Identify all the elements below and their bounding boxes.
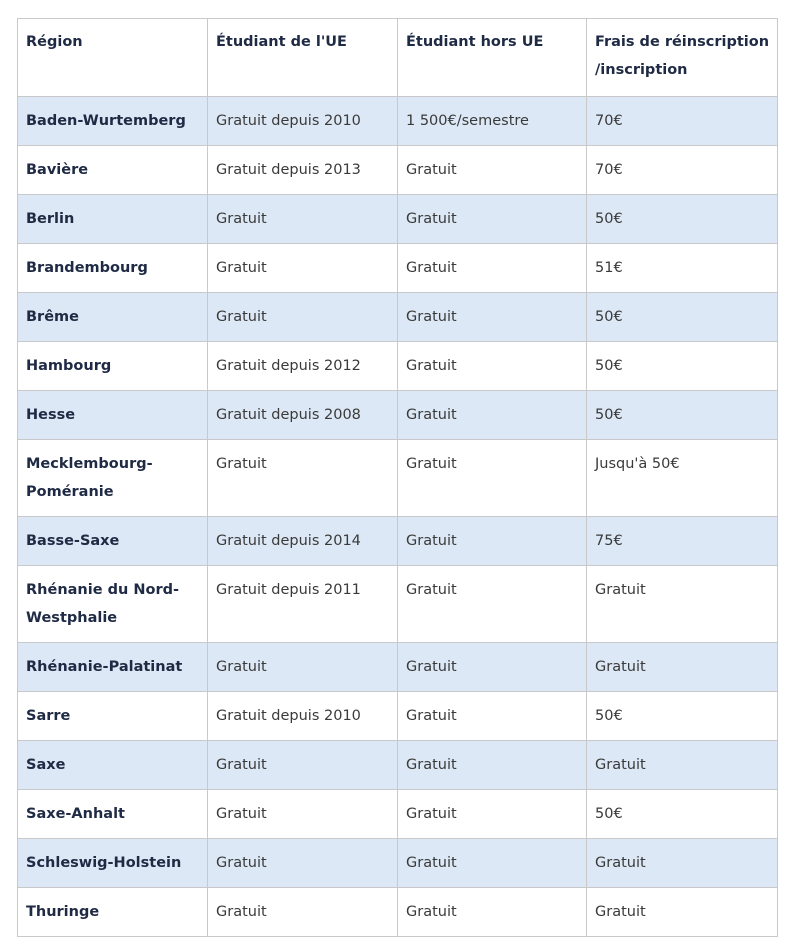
table-row bbox=[18, 517, 778, 566]
cell-eu-student: Gratuit bbox=[208, 839, 398, 888]
cell-non-eu-student: Gratuit bbox=[398, 839, 587, 888]
table-header-row bbox=[18, 19, 778, 97]
cell-eu-student: Gratuit bbox=[208, 888, 398, 937]
table-row bbox=[18, 692, 778, 741]
table-row bbox=[18, 566, 778, 643]
cell-region: Schleswig-Holstein bbox=[18, 839, 208, 888]
cell-non-eu-student: Gratuit bbox=[398, 566, 587, 643]
cell-eu-student: Gratuit bbox=[208, 293, 398, 342]
cell-eu-student: Gratuit bbox=[208, 244, 398, 293]
table-row bbox=[18, 790, 778, 839]
table-row bbox=[18, 440, 778, 517]
table-row bbox=[18, 342, 778, 391]
cell-eu-student: Gratuit bbox=[208, 790, 398, 839]
header-registration-fees: Frais de réinscription /inscription bbox=[587, 19, 778, 97]
cell-registration-fees: Gratuit bbox=[587, 839, 778, 888]
cell-non-eu-student: Gratuit bbox=[398, 790, 587, 839]
table-row bbox=[18, 146, 778, 195]
cell-eu-student: Gratuit bbox=[208, 440, 398, 517]
cell-non-eu-student: Gratuit bbox=[398, 391, 587, 440]
cell-region: Thuringe bbox=[18, 888, 208, 937]
cell-non-eu-student: Gratuit bbox=[398, 195, 587, 244]
cell-region: Mecklembourg-Poméranie bbox=[18, 440, 208, 517]
table-row bbox=[18, 244, 778, 293]
header-eu-student: Étudiant de l'UE bbox=[208, 19, 398, 97]
cell-eu-student: Gratuit depuis 2010 bbox=[208, 692, 398, 741]
cell-registration-fees: 50€ bbox=[587, 293, 778, 342]
header-non-eu-student: Étudiant hors UE bbox=[398, 19, 587, 97]
cell-non-eu-student: Gratuit bbox=[398, 244, 587, 293]
cell-registration-fees: 70€ bbox=[587, 146, 778, 195]
cell-registration-fees: 51€ bbox=[587, 244, 778, 293]
cell-region: Baden-Wurtemberg bbox=[18, 97, 208, 146]
cell-region: Bavière bbox=[18, 146, 208, 195]
cell-eu-student: Gratuit bbox=[208, 195, 398, 244]
cell-registration-fees: 50€ bbox=[587, 342, 778, 391]
cell-non-eu-student: Gratuit bbox=[398, 146, 587, 195]
cell-region: Sarre bbox=[18, 692, 208, 741]
cell-region: Brandembourg bbox=[18, 244, 208, 293]
cell-registration-fees: 50€ bbox=[587, 790, 778, 839]
cell-registration-fees: Gratuit bbox=[587, 566, 778, 643]
cell-registration-fees: 70€ bbox=[587, 97, 778, 146]
cell-registration-fees: 50€ bbox=[587, 195, 778, 244]
table-row bbox=[18, 293, 778, 342]
cell-non-eu-student: Gratuit bbox=[398, 517, 587, 566]
cell-region: Brême bbox=[18, 293, 208, 342]
cell-eu-student: Gratuit depuis 2011 bbox=[208, 566, 398, 643]
cell-region: Basse-Saxe bbox=[18, 517, 208, 566]
table-row bbox=[18, 741, 778, 790]
cell-region: Saxe bbox=[18, 741, 208, 790]
cell-region: Berlin bbox=[18, 195, 208, 244]
cell-registration-fees: Jusqu'à 50€ bbox=[587, 440, 778, 517]
header-region: Région bbox=[18, 19, 208, 97]
cell-region: Rhénanie du Nord-Westphalie bbox=[18, 566, 208, 643]
cell-region: Saxe-Anhalt bbox=[18, 790, 208, 839]
cell-non-eu-student: Gratuit bbox=[398, 741, 587, 790]
cell-region: Rhénanie-Palatinat bbox=[18, 643, 208, 692]
cell-eu-student: Gratuit bbox=[208, 643, 398, 692]
cell-non-eu-student: Gratuit bbox=[398, 692, 587, 741]
cell-eu-student: Gratuit depuis 2008 bbox=[208, 391, 398, 440]
cell-eu-student: Gratuit bbox=[208, 741, 398, 790]
cell-non-eu-student: Gratuit bbox=[398, 342, 587, 391]
cell-region: Hambourg bbox=[18, 342, 208, 391]
cell-eu-student: Gratuit depuis 2013 bbox=[208, 146, 398, 195]
cell-non-eu-student: Gratuit bbox=[398, 888, 587, 937]
tuition-table-container bbox=[17, 18, 778, 937]
cell-non-eu-student: 1 500€/semestre bbox=[398, 97, 587, 146]
tuition-table bbox=[17, 18, 778, 937]
table-row bbox=[18, 195, 778, 244]
cell-eu-student: Gratuit depuis 2010 bbox=[208, 97, 398, 146]
cell-registration-fees: 50€ bbox=[587, 391, 778, 440]
cell-registration-fees: 75€ bbox=[587, 517, 778, 566]
table-row bbox=[18, 391, 778, 440]
table-row bbox=[18, 888, 778, 937]
cell-eu-student: Gratuit depuis 2012 bbox=[208, 342, 398, 391]
table-row bbox=[18, 643, 778, 692]
table-row bbox=[18, 839, 778, 888]
cell-registration-fees: Gratuit bbox=[587, 741, 778, 790]
table-row bbox=[18, 97, 778, 146]
cell-non-eu-student: Gratuit bbox=[398, 643, 587, 692]
cell-registration-fees: Gratuit bbox=[587, 643, 778, 692]
cell-non-eu-student: Gratuit bbox=[398, 293, 587, 342]
cell-registration-fees: 50€ bbox=[587, 692, 778, 741]
cell-eu-student: Gratuit depuis 2014 bbox=[208, 517, 398, 566]
cell-non-eu-student: Gratuit bbox=[398, 440, 587, 517]
cell-region: Hesse bbox=[18, 391, 208, 440]
cell-registration-fees: Gratuit bbox=[587, 888, 778, 937]
